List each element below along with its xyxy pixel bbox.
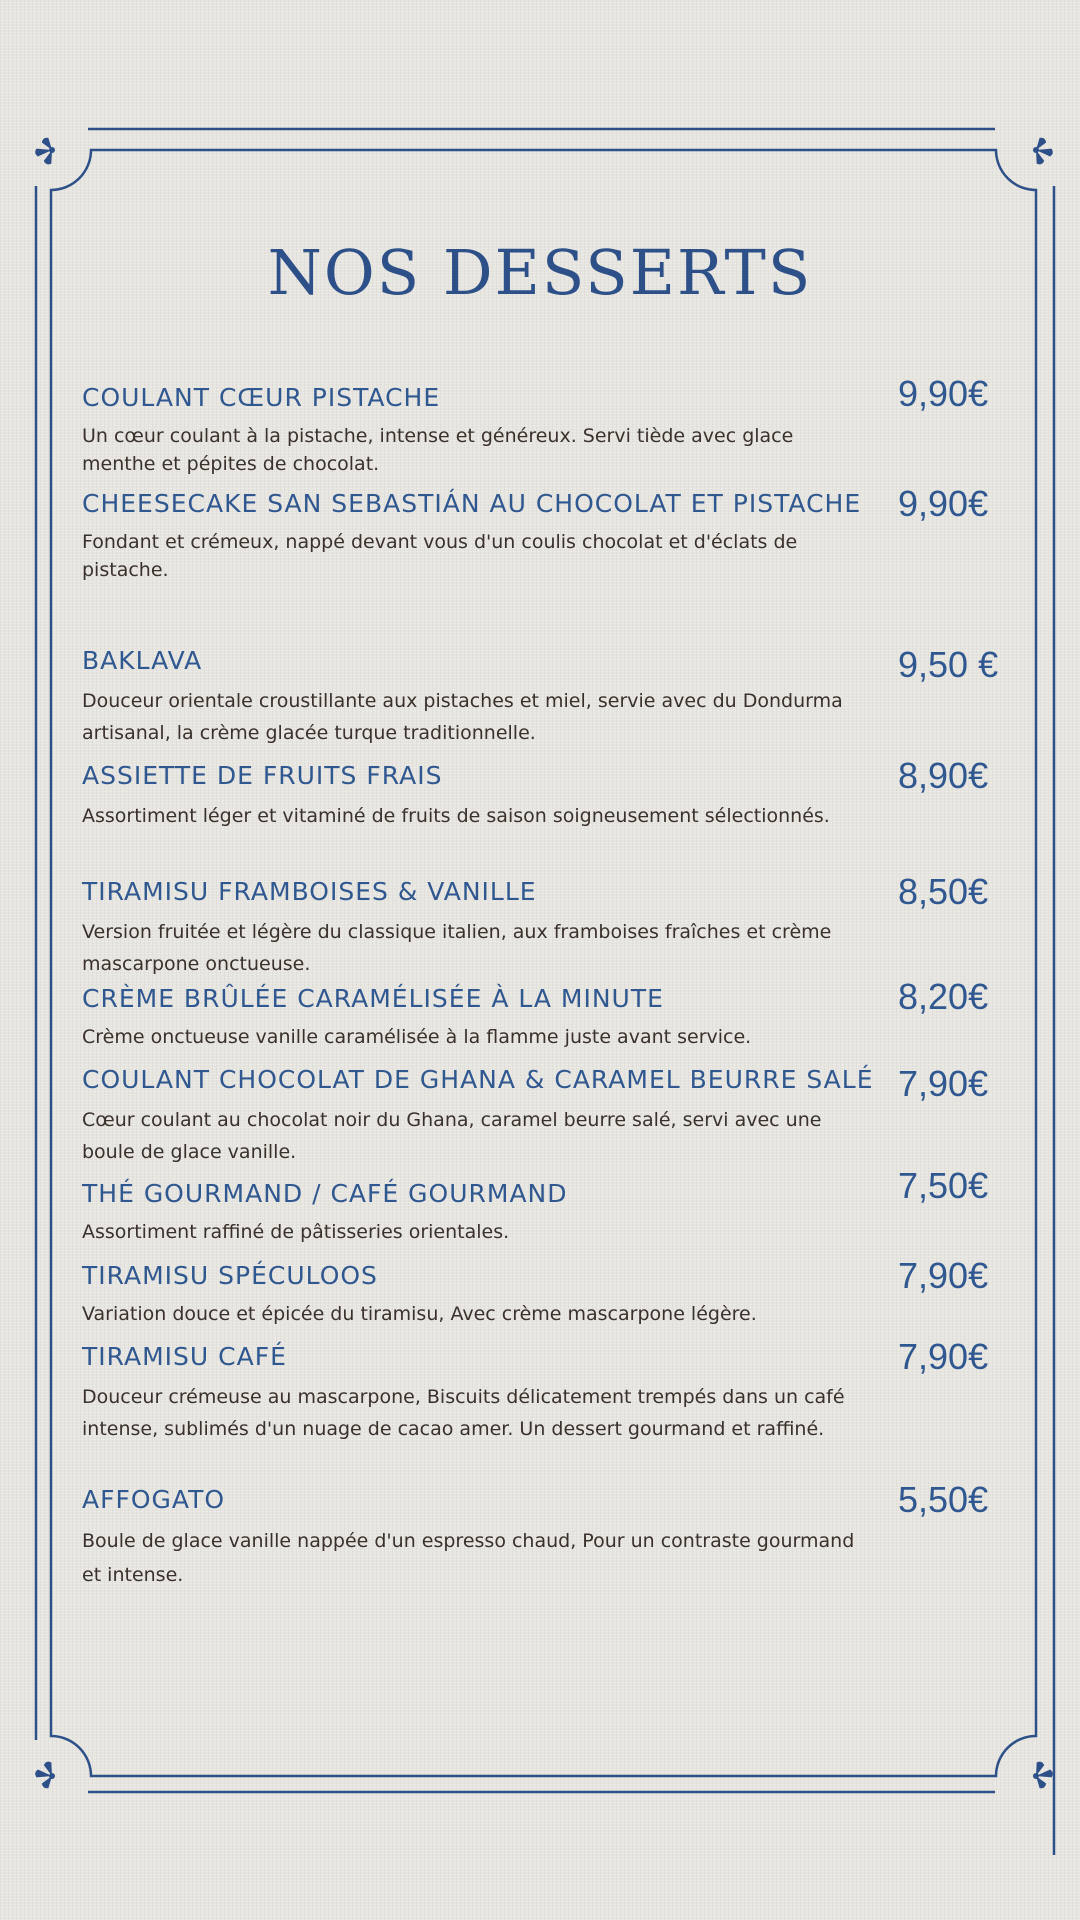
menu-item-name: COULANT CHOCOLAT DE GHANA & CARAMEL BEURRE SALÉ <box>82 1065 874 1094</box>
menu-item-price: 7,90€ <box>898 1336 989 1377</box>
menu-item-description: Boule de glace vanille nappée d'un espresso chaud, Pour un contraste gourmand et intense. <box>82 1530 855 1586</box>
page-title: NOS DESSERTS <box>267 236 813 309</box>
menu-item-price: 5,50€ <box>898 1479 989 1520</box>
menu-item <box>82 1056 1002 1168</box>
menu-item <box>82 374 1002 478</box>
corner-fan-icon-bottom-left <box>35 1761 56 1790</box>
menu-item-name: COULANT CŒUR PISTACHE <box>82 383 441 412</box>
menu-item-description: Cœur coulant au chocolat noir du Ghana, caramel beurre salé, servi avec une boule de glace vanille. <box>82 1109 822 1163</box>
menu-item-description: Douceur orientale croustillante aux pistaches et miel, servie avec du Dondurma artisanal, la crème glacée turque traditionnelle. <box>82 690 843 744</box>
menu-item <box>82 975 1002 1051</box>
menu-item-name: TIRAMISU FRAMBOISES & VANILLE <box>82 877 537 906</box>
menu-item <box>82 1333 1002 1445</box>
menu-item <box>82 1476 1002 1592</box>
menu-item-price: 7,50€ <box>898 1165 989 1206</box>
menu-item-description: Variation douce et épicée du tiramisu, Avec crème mascarpone légère. <box>82 1303 757 1325</box>
menu-item-name: CRÈME BRÛLÉE CARAMÉLISÉE À LA MINUTE <box>82 984 664 1013</box>
corner-fan-icon-bottom-right <box>1032 1761 1053 1790</box>
menu-item-name: BAKLAVA <box>82 646 203 675</box>
corner-fan-icon-top-right <box>1032 136 1053 165</box>
menu-item <box>82 1252 1002 1328</box>
menu-item <box>82 637 1002 749</box>
menu-item-description: Fondant et crémeux, nappé devant vous d'un coulis chocolat et d'éclats de pistache. <box>82 531 798 581</box>
menu-item <box>82 868 1002 980</box>
menu-item-price: 9,50 € <box>898 644 999 685</box>
menu-item-description: Assortiment raffiné de pâtisseries orientales. <box>82 1221 510 1243</box>
menu-item-name: TIRAMISU SPÉCULOOS <box>82 1261 378 1290</box>
menu-item-price: 8,90€ <box>898 755 989 796</box>
menu-item-name: THÉ GOURMAND / CAFÉ GOURMAND <box>82 1179 568 1208</box>
menu-item-name: ASSIETTE DE FRUITS FRAIS <box>82 761 443 790</box>
menu-item-price: 8,20€ <box>898 976 989 1017</box>
menu-item-price: 7,90€ <box>898 1255 989 1296</box>
menu-item-description: Assortiment léger et vitaminé de fruits de saison soigneusement sélectionnés. <box>82 805 830 827</box>
menu-item-name: TIRAMISU CAFÉ <box>82 1342 287 1371</box>
menu-item-price: 9,90€ <box>898 483 989 524</box>
menu-item <box>82 752 1002 832</box>
menu-item <box>82 480 1002 584</box>
menu-item-description: Crème onctueuse vanille caramélisée à la flamme juste avant service. <box>82 1026 752 1048</box>
menu-item-name: CHEESECAKE SAN SEBASTIÁN AU CHOCOLAT ET PISTACHE <box>82 489 862 518</box>
corner-fan-icon-top-left <box>35 136 56 165</box>
menu-item-description: Un cœur coulant à la pistache, intense et généreux. Servi tiède avec glace menthe et pépites de chocolat. <box>82 425 794 475</box>
menu-item-price: 9,90€ <box>898 373 989 414</box>
menu-item-price: 7,90€ <box>898 1063 989 1104</box>
menu-item-description: Version fruitée et légère du classique italien, aux framboises fraîches et crème mascarpone onctueuse. <box>82 921 832 975</box>
menu-item-description: Douceur crémeuse au mascarpone, Biscuits délicatement trempés dans un café intense, sublimés d'un nuage de cacao amer. Un dessert gourmand et raffiné. <box>82 1386 845 1440</box>
menu-item <box>82 1165 1002 1246</box>
menu-item-name: AFFOGATO <box>82 1485 226 1514</box>
menu-item-price: 8,50€ <box>898 871 989 912</box>
